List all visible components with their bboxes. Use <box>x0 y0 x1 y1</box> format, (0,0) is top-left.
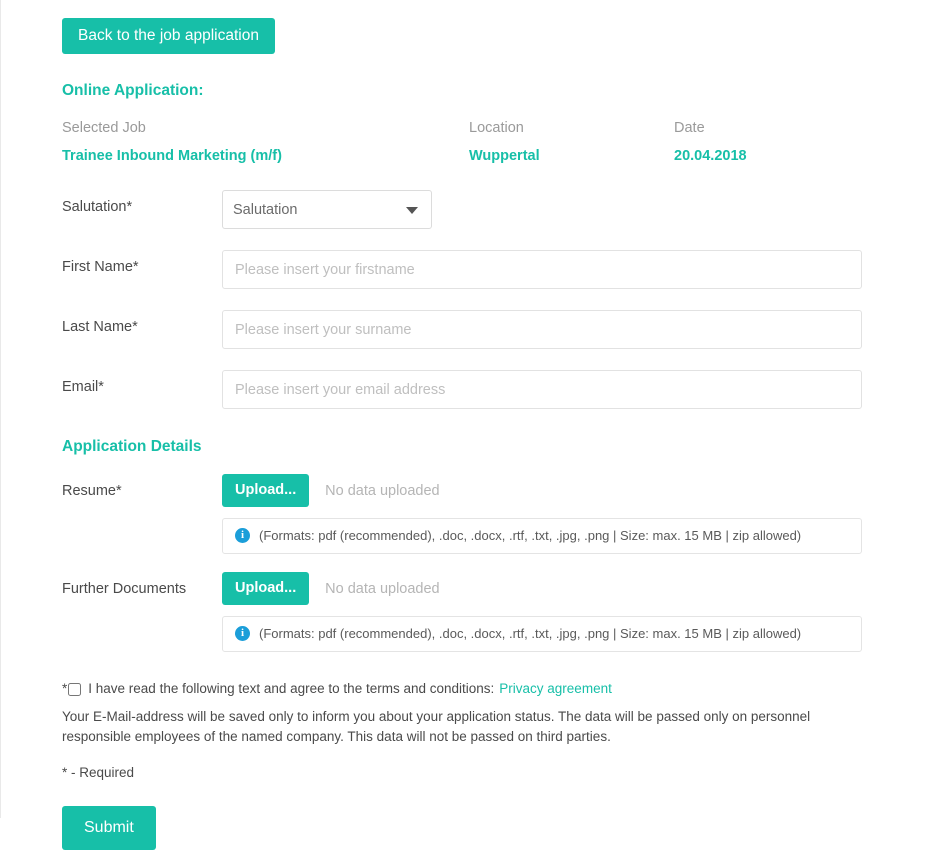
email-row <box>62 370 922 410</box>
job-summary <box>62 120 922 170</box>
last-name-label: Last Name* <box>62 319 138 336</box>
resume-upload-status: No data uploaded <box>325 482 440 499</box>
online-application-heading: Online Application: <box>62 82 204 100</box>
form-content <box>62 0 922 850</box>
submit-button[interactable]: Submit <box>62 806 156 850</box>
further-documents-format-hint <box>222 616 862 652</box>
location-value: Wuppertal <box>469 148 540 165</box>
selected-job-value: Trainee Inbound Marketing (m/f) <box>62 148 282 165</box>
further-documents-hint-text: (Formats: pdf (recommended), .doc, .docx, .rtf, .txt, .jpg, .png | Size: max. 15 MB | zip allowed) <box>259 626 802 642</box>
info-icon: i <box>235 528 250 543</box>
first-name-input[interactable] <box>222 250 862 289</box>
further-documents-row <box>62 572 922 652</box>
salutation-select[interactable] <box>222 190 432 229</box>
further-documents-upload-status: No data uploaded <box>325 580 440 597</box>
info-icon: i <box>235 626 250 641</box>
salutation-control <box>222 190 922 229</box>
salutation-select-wrap <box>222 190 432 229</box>
selected-job-column <box>62 120 282 166</box>
salutation-label: Salutation* <box>62 199 133 216</box>
further-documents-label: Further Documents <box>62 581 187 598</box>
location-column <box>469 120 540 166</box>
location-label: Location <box>469 120 524 137</box>
date-value: 20.04.2018 <box>674 148 747 165</box>
first-name-row <box>62 250 922 290</box>
resume-row <box>62 474 922 554</box>
terms-text: I have read the following text and agree to the terms and conditions: <box>88 681 495 697</box>
first-name-control <box>222 250 922 289</box>
date-column <box>674 120 747 166</box>
email-input[interactable] <box>222 370 862 409</box>
terms-section <box>62 680 922 781</box>
application-details-heading: Application Details <box>62 438 202 456</box>
back-to-job-application-button[interactable]: Back to the job application <box>62 18 275 54</box>
last-name-control <box>222 310 922 349</box>
resume-control <box>222 474 922 507</box>
privacy-agreement-link[interactable]: Privacy agreement <box>499 681 612 697</box>
email-control <box>222 370 922 409</box>
terms-required-star: * <box>62 681 68 697</box>
left-divider <box>0 0 1 818</box>
selected-job-label: Selected Job <box>62 120 146 137</box>
terms-checkbox[interactable] <box>68 683 81 696</box>
resume-hint-text: (Formats: pdf (recommended), .doc, .docx, .rtf, .txt, .jpg, .png | Size: max. 15 MB | zip allowed) <box>259 528 802 544</box>
resume-format-hint <box>222 518 862 554</box>
further-documents-control <box>222 572 922 605</box>
salutation-row <box>62 190 922 230</box>
email-label: Email* <box>62 379 104 396</box>
first-name-label: First Name* <box>62 259 139 276</box>
required-note: * - Required <box>62 764 135 780</box>
date-label: Date <box>674 120 705 137</box>
resume-upload-button[interactable]: Upload... <box>222 474 309 507</box>
last-name-input[interactable] <box>222 310 862 349</box>
terms-description: Your E-Mail-address will be saved only to inform you about your application status. The data will be passed only on personnel responsible employees of the named company. This data will not be passed on third parties. <box>62 709 811 745</box>
resume-label: Resume* <box>62 483 122 500</box>
further-documents-upload-button[interactable]: Upload... <box>222 572 309 605</box>
last-name-row <box>62 310 922 350</box>
terms-agreement-line <box>62 680 922 698</box>
